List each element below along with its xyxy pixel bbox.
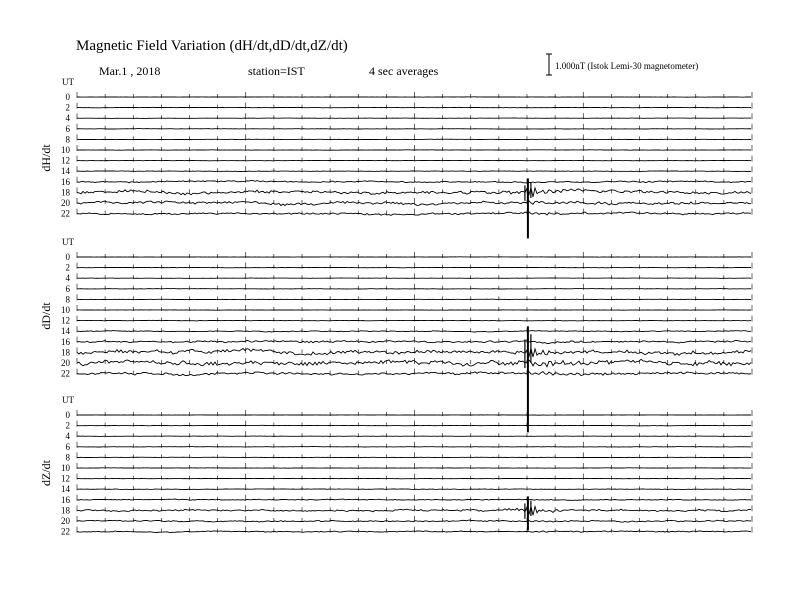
hour-row-label: 0: [65, 410, 70, 420]
trace-line: [77, 150, 751, 151]
hour-row-label: 8: [65, 134, 70, 145]
hour-row-label: 16: [61, 494, 70, 505]
trace-line: [77, 188, 751, 197]
trace-line: [77, 340, 751, 343]
trace-line: [77, 201, 751, 206]
trace-line: [77, 499, 751, 500]
averaging-label: 4 sec averages: [369, 64, 439, 78]
hour-row-label: 22: [61, 368, 70, 379]
trace-line: [77, 212, 751, 216]
hour-row-label: 16: [61, 176, 70, 187]
hour-row-label: 8: [65, 294, 70, 305]
trace-line: [77, 129, 751, 130]
trace-line: [77, 531, 751, 533]
hour-row-label: 22: [61, 208, 70, 219]
trace-line: [77, 520, 751, 522]
hour-row-label: 12: [61, 155, 70, 166]
station-label: station=IST: [248, 64, 305, 78]
chart-title: Magnetic Field Variation (dH/dt,dD/dt,dZ/dt): [76, 38, 348, 54]
hour-row-label: 14: [61, 166, 70, 177]
ut-axis-label: UT: [62, 395, 74, 405]
trace-line: [77, 425, 751, 426]
trace-line: [77, 320, 751, 321]
trace-line: [77, 447, 751, 448]
trace-line: [77, 348, 751, 357]
hour-row-label: 14: [61, 484, 70, 495]
hour-row-label: 6: [65, 441, 70, 452]
hour-row-label: 2: [65, 420, 70, 431]
hour-row-label: 12: [61, 315, 70, 326]
trace-line: [77, 372, 751, 376]
hour-row-label: 20: [61, 516, 70, 526]
hour-row-label: 0: [65, 252, 70, 262]
hour-row-label: 20: [61, 358, 70, 368]
trace-line: [77, 489, 751, 490]
panel-ylabel: dH/dt: [39, 144, 53, 172]
hour-row-label: 6: [65, 283, 70, 294]
hour-row-label: 12: [61, 473, 70, 484]
hour-row-label: 2: [65, 262, 70, 273]
hour-row-label: 0: [65, 92, 70, 102]
ut-axis-label: UT: [62, 237, 74, 247]
trace-line: [77, 506, 751, 515]
hour-row-label: 6: [65, 123, 70, 134]
hour-row-label: 18: [61, 347, 70, 358]
trace-line: [77, 107, 751, 108]
trace-line: [77, 359, 751, 366]
ut-axis-label: UT: [62, 77, 74, 87]
trace-line: [77, 181, 751, 184]
trace-line: [77, 478, 751, 479]
hour-row-label: 18: [61, 505, 70, 516]
hour-row-label: 10: [61, 145, 70, 155]
trace-line: [77, 331, 751, 333]
hour-row-label: 4: [65, 273, 70, 284]
panel-ylabel: dZ/dt: [39, 460, 53, 486]
hour-row-label: 4: [65, 113, 70, 124]
hour-row-label: 10: [61, 463, 70, 473]
hour-row-label: 8: [65, 452, 70, 463]
hour-row-label: 14: [61, 326, 70, 337]
hour-row-label: 2: [65, 102, 70, 113]
date-label: Mar.1 , 2018: [99, 64, 161, 78]
trace-line: [77, 171, 751, 172]
panel-ylabel: dD/dt: [39, 302, 53, 330]
hour-row-label: 4: [65, 431, 70, 442]
scale-bar-label: 1.000nT (Istok Lemi-30 magnetometer): [555, 61, 699, 71]
hour-row-label: 18: [61, 187, 70, 198]
hour-row-label: 10: [61, 305, 70, 315]
hour-row-label: 20: [61, 198, 70, 208]
hour-row-label: 22: [61, 526, 70, 537]
hour-row-label: 16: [61, 336, 70, 347]
